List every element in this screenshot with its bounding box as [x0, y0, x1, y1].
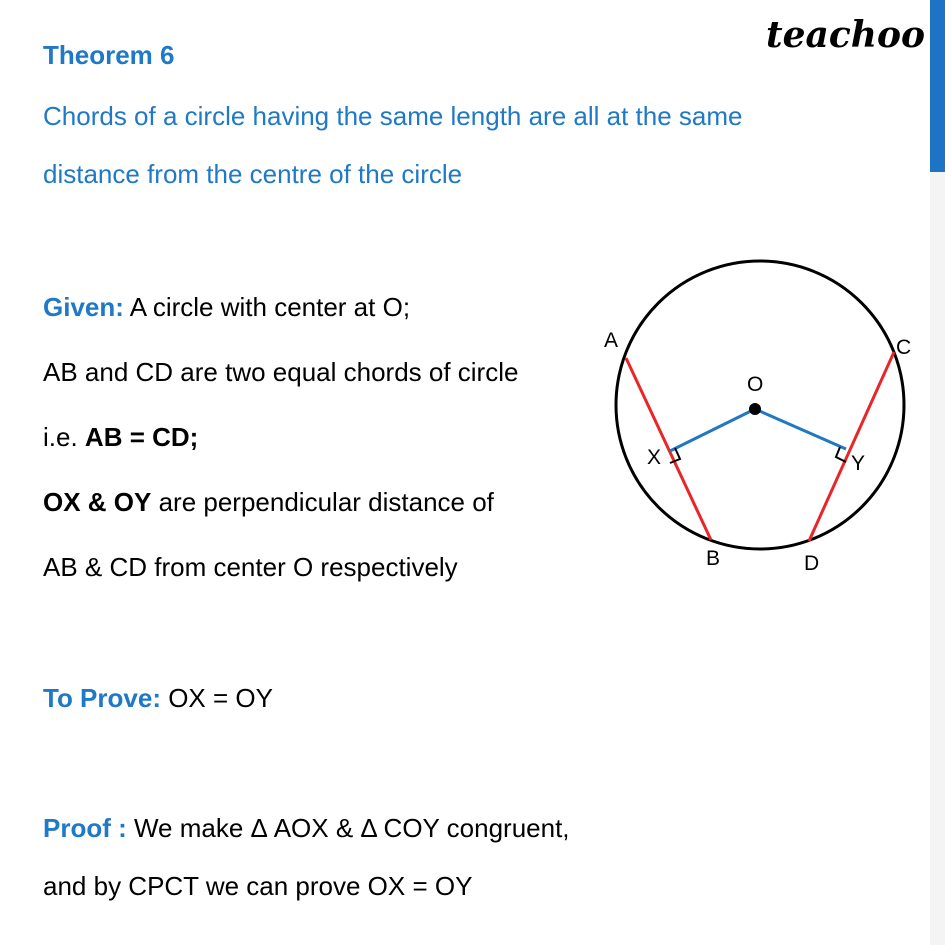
given-line-1	[43, 292, 410, 323]
given-line-3-equation: AB = CD;	[84, 422, 199, 452]
proof-line-1-text: We make Δ AOX & Δ COY congruent,	[126, 813, 570, 843]
to-prove-label: To Prove:	[43, 683, 161, 713]
theorem-statement-line-2: distance from the centre of the circle	[43, 159, 463, 189]
given-line-3-prefix: i.e.	[43, 422, 85, 452]
proof-line-2: and by CPCT we can prove OX = OY	[43, 871, 473, 901]
label-o: O	[747, 373, 764, 396]
theorem-statement-line-1: Chords of a circle having the same length are all at the same	[43, 101, 743, 131]
label-d: D	[804, 552, 820, 575]
label-y: Y	[851, 452, 866, 475]
chord-ab	[626, 358, 711, 540]
given-line-4-bold: OX & OY	[43, 487, 152, 517]
to-prove-text: OX = OY	[160, 683, 273, 713]
label-x: X	[647, 446, 662, 469]
proof-line-1	[43, 813, 570, 844]
to-prove-line	[43, 683, 273, 714]
theorem-heading: Theorem 6	[43, 40, 175, 70]
given-line-4	[43, 487, 494, 518]
teachoo-logo[interactable]: teachoo	[766, 14, 925, 56]
given-label: Given:	[43, 292, 124, 322]
perpendicular-oy	[755, 409, 846, 449]
circle-outline	[616, 261, 904, 549]
center-point-o	[749, 403, 761, 415]
perpendicular-ox	[670, 409, 755, 451]
given-line-2: AB and CD are two equal chords of circle	[43, 357, 519, 387]
scrollbar-thumb[interactable]	[930, 0, 945, 172]
given-line-1-text: A circle with center at O;	[123, 292, 411, 322]
chord-cd	[809, 352, 894, 541]
given-line-4-text: are perpendicular distance of	[151, 487, 494, 517]
circle-chords-diagram	[590, 250, 920, 580]
given-line-5: AB & CD from center O respectively	[43, 552, 458, 582]
label-b: B	[706, 547, 721, 570]
label-c: C	[896, 336, 912, 359]
scrollbar-track[interactable]	[930, 0, 945, 945]
given-line-3	[43, 422, 198, 453]
proof-label: Proof :	[43, 813, 127, 843]
label-a: A	[604, 329, 619, 352]
